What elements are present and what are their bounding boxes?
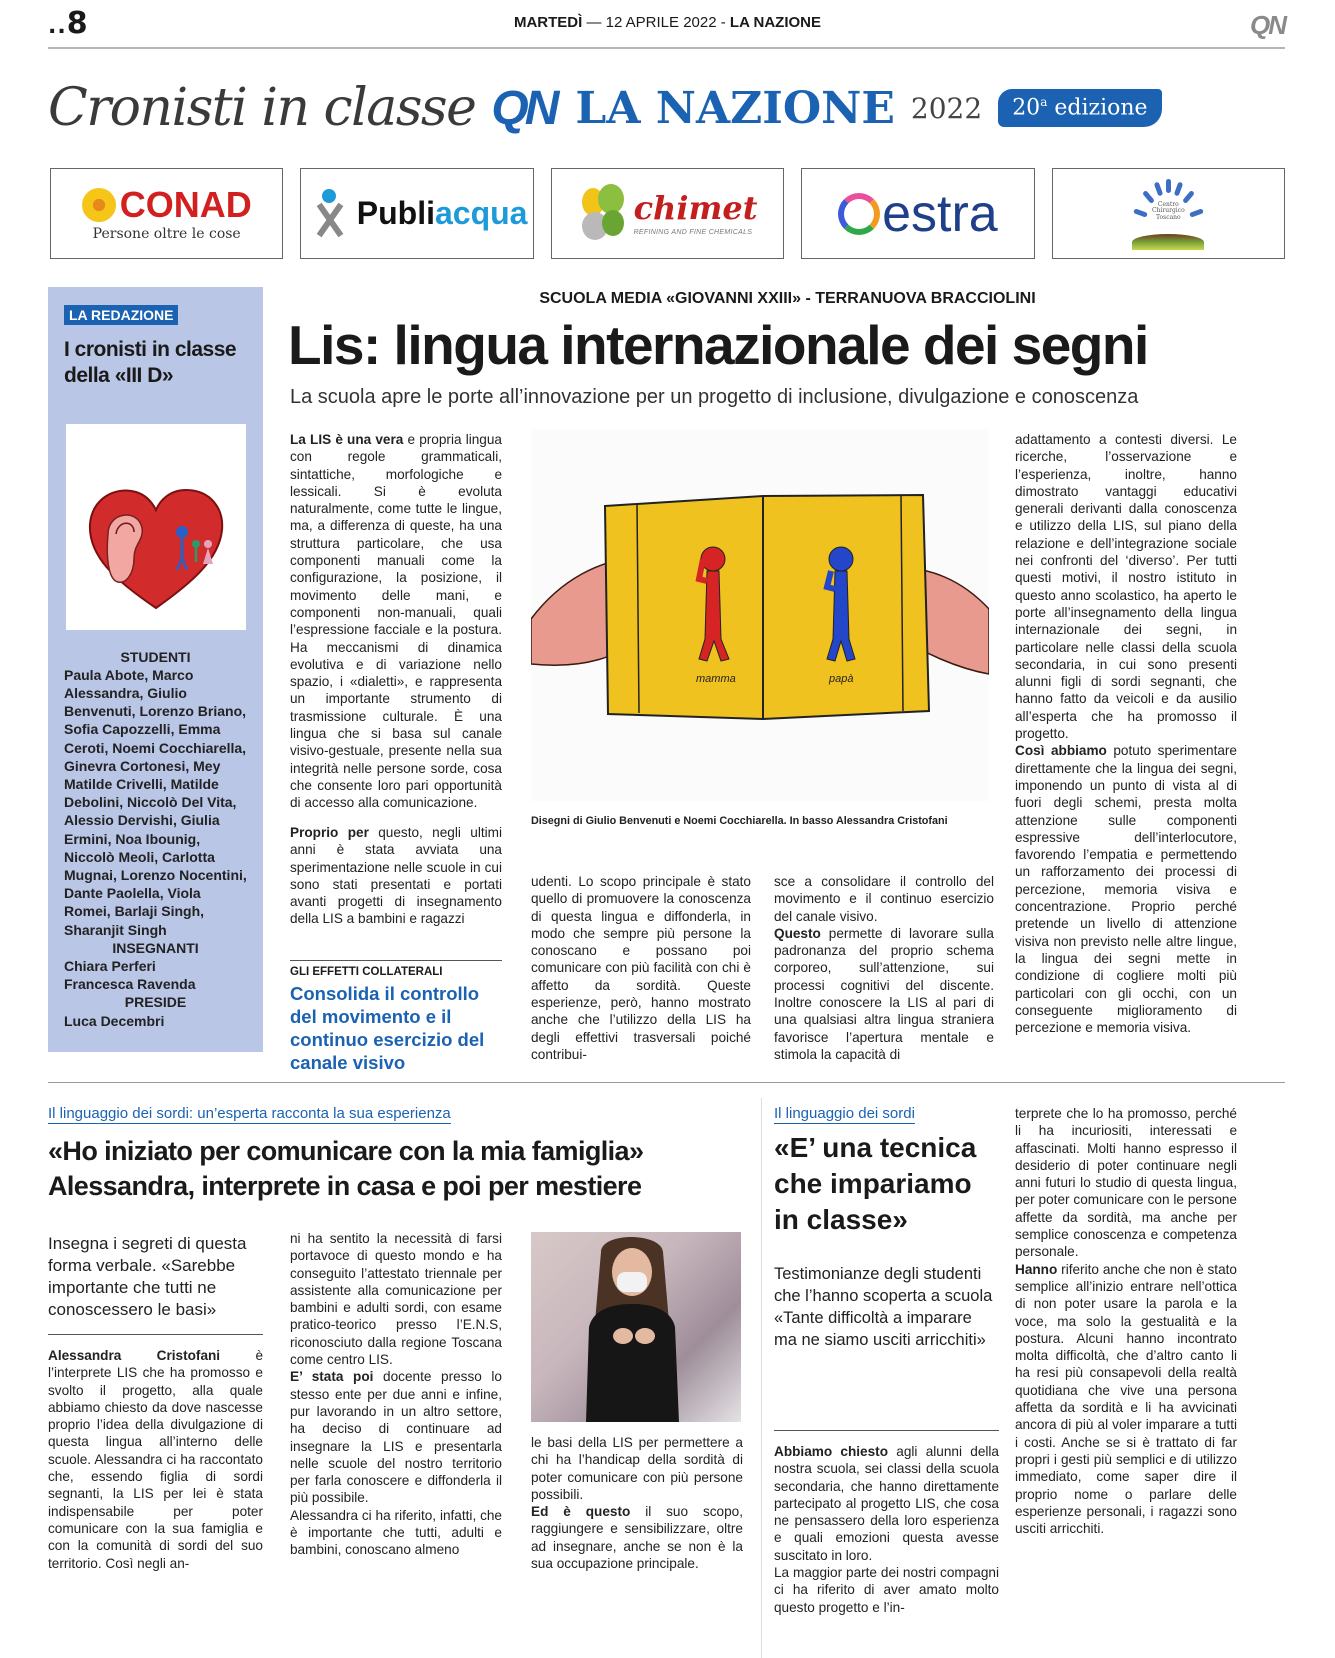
students-heading: STUDENTI bbox=[120, 648, 191, 665]
body-text: permette di lavorare sulla padronanza del proprio schema corporeo, sull’attenzione, sui processi cognitivi del discente. Inoltre conoscere la LIS al pari di una qualsiasi altra lingua straniera favorisce l’apertura mentale e stimola la capacità di bbox=[774, 925, 994, 1062]
qn-brand-logo: QN bbox=[491, 81, 556, 135]
article-two-headline bbox=[48, 1134, 748, 1204]
staff-credits bbox=[64, 648, 247, 1030]
teacher-name: Francesca Ravenda bbox=[64, 976, 196, 993]
lead-in: E’ stata poi bbox=[290, 1369, 374, 1385]
article-two-summary: Insegna i segreti di questa forma verbale. «Sarebbe importante che tutti ne conoscessero le basi» bbox=[48, 1234, 247, 1319]
interpreter-photo bbox=[531, 1232, 741, 1422]
lead-in: Abbiamo chiesto bbox=[774, 1444, 889, 1459]
body-text: docente presso lo stesso ente per due anni e infine, pur lavorando in un altro settore, ha deciso di continuare ad insegnare la LIS e presentarla nelle scuole del nostro territorio per farla conoscere e diffonderla il più possibile. bbox=[290, 1369, 502, 1506]
sponsor-chimet[interactable] bbox=[551, 168, 784, 259]
lead-in: La LIS è una vera bbox=[290, 432, 404, 447]
dateline: MARTEDÌ — 12 APRILE 2022 - LA NAZIONE bbox=[513, 14, 822, 31]
pullquote-divider bbox=[290, 960, 502, 961]
section-divider bbox=[48, 1082, 1285, 1083]
summary-divider bbox=[48, 1334, 263, 1335]
sponsor-strip bbox=[50, 168, 1285, 259]
ccm-text: Centro Chirurgico Toscano bbox=[1151, 200, 1185, 221]
tag-link[interactable]: Il linguaggio dei sordi bbox=[774, 1105, 915, 1122]
person-signing-icon bbox=[531, 1232, 741, 1422]
staff-title: I cronisti in classe della «III D» bbox=[64, 338, 237, 388]
article-two-column-3 bbox=[531, 1434, 743, 1572]
sponsor-conad[interactable] bbox=[50, 168, 283, 259]
body-text: le basi della LIS per permettere a chi ha l’handicap della sordità di poter comunicare con più persone possibili. bbox=[531, 1435, 743, 1502]
article-column-3 bbox=[774, 873, 994, 1063]
drawing-label-mamma: mamma bbox=[696, 673, 736, 685]
article-subheadline: La scuola apre le porte all’innovazione per un progetto di inclusione, divulgazione e conoscenza bbox=[290, 386, 1139, 408]
principal-heading: PRESIDE bbox=[124, 994, 187, 1011]
body-text: La maggior parte dei nostri compagni ci ha riferito di aver amato molto questo progetto e l’in- bbox=[774, 1565, 999, 1615]
article-three-column-2 bbox=[1015, 1105, 1237, 1537]
teachers-heading: INSEGNANTI bbox=[112, 939, 199, 956]
article-column-1 bbox=[290, 431, 502, 812]
page-number-value: 8 bbox=[66, 6, 88, 41]
ring-icon bbox=[838, 193, 880, 235]
column-divider bbox=[761, 1098, 762, 1658]
teacher-name: Chiara Perferi bbox=[64, 957, 156, 974]
body-text: agli alunni della nostra scuola, sei classi della scuola secondaria, che hanno direttamente partecipato al progetto LIS, che cosa ne pensassero della loro esperienza e quali emozioni questa avesse suscitato in loro. bbox=[774, 1444, 999, 1563]
headline-line: Alessandra, interprete in casa e poi per mestiere bbox=[48, 1171, 642, 1201]
body-text: e propria lingua con regole grammaticali, sintattiche, morfologiche e lessicali. Si è evoluta naturalmente, come tutte le lingue, ma, a differenza di queste, ha una struttura particolare, che usa componenti manuali come la configurazione, la posizione, il movimento delle mani, e componenti non-manuali, quali l’espressione facciale e la postura. Ha meccanismi di dinamica evolutiva e di variazione nello spazio, i «dialetti», e rappresenta un importante strumento di trasmissione culturale. È una lingua che si basa sul canale visivo-gestuale, presente nella sua integrità nelle persone sorde, cosa che consente loro pari opportunità di accesso alla comunicazione. bbox=[290, 432, 502, 811]
newspaper-logo: LA NAZIONE bbox=[575, 82, 895, 134]
summary-divider bbox=[774, 1430, 999, 1431]
qn-logo-icon: QN bbox=[1250, 10, 1285, 40]
estra-name: estra bbox=[882, 184, 998, 243]
dateline-date: 12 APRILE 2022 bbox=[605, 14, 717, 31]
pullquote-kicker: GLI EFFETTI COLLATERALI bbox=[290, 966, 443, 978]
page-dots: .. bbox=[48, 14, 67, 39]
edition-badge bbox=[998, 89, 1161, 126]
publiacqua-name-b: acqua bbox=[434, 195, 528, 231]
conad-tagline: Persone oltre le cose bbox=[92, 226, 241, 243]
headline-line: «Ho iniziato per comunicare con la mia famiglia» bbox=[48, 1136, 644, 1166]
article-two-tag[interactable] bbox=[48, 1105, 451, 1123]
article-kicker: SCUOLA MEDIA «GIOVANNI XXIII» - TERRANUOVA BRACCIOLINI bbox=[539, 290, 1036, 307]
lead-in: Questo bbox=[774, 925, 821, 941]
article-column-4 bbox=[1015, 431, 1237, 1036]
body-text: Alessandra ci ha riferito, infatti, che è importante che tutti, adulti e bambini, conoscano almeno bbox=[290, 1507, 502, 1558]
article-two-column-2 bbox=[290, 1230, 502, 1559]
body-text: terprete che lo ha promosso, perché li ha incuriositi, interessati e affascinati. Molti hanno espresso il desiderio di poter continuare negli anni futuri lo studio di questa lingua, per poter comunicare con le persone affette da sordità, ma anche per semplice conoscenza e competenza personale. bbox=[1015, 1106, 1237, 1260]
dateline-day: MARTEDÌ bbox=[513, 14, 583, 31]
body-text: questo, negli ultimi anni è stata avviata una sperimentazione nelle scuole in cui sono stati presentati e portati avanti progetti di insegnamento della LIS a bambini e ragazzi bbox=[290, 825, 502, 927]
book-hands-icon bbox=[531, 429, 989, 801]
students-list: Paula Abote, Marco Alessandra, Giulio Benvenuti, Lorenzo Briano, Sofia Capozzelli, Emma Ceroti, Noemi Cocchiarella, Ginevra Cortonesi, Mey Matilde Crivelli, Matilde Debolini, Niccolò Del Vita, Alessio Dervishi, Giulia Ermini, Noa Ibounig, Niccolò Meoli, Carlotta Mugnai, Lorenzo Nocentini, Dante Paolella, Viola Romei, Barlaji Singh, Sharanjit Singh bbox=[64, 666, 247, 938]
heart-drawing bbox=[66, 424, 246, 630]
body-text: sce a consolidare il controllo del movimento e il continuo esercizio del canale visivo. bbox=[774, 874, 994, 924]
sunrise-hill-icon bbox=[1128, 176, 1208, 252]
article-column-2: udenti. Lo scopo principale è stato quello di promuovere la conoscenza di questa lingua e diffonderla, in modo che sempre più persone la conoscano e possano poi comunicare con più facilità con chi è affetto da sordità. Queste esperienze, però, hanno mostrato anche che l’utilizzo della LIS ha degli effettivi trasversali poiché contribui- bbox=[531, 874, 751, 1062]
sponsor-ccm[interactable] bbox=[1052, 168, 1285, 259]
article-two-column-1 bbox=[48, 1347, 263, 1572]
body-text: il suo scopo, raggiungere e sensibilizzare, oltre ad insegnare, anche se non è la sua occupazione principale. bbox=[531, 1504, 744, 1572]
lead-in: Ed è questo bbox=[531, 1504, 631, 1520]
body-text: è l’interprete LIS che ha promosso e svolto il progetto, alla quale abbiamo chiesto da dove nascesse proprio l’idea della divulgazione di questa lingua all’interno delle scuole. Alessandra ci ha raccontato che, essendo figlia di sordi segnanti, la LIS per lei è stata indispensabile per poter comunicare con la sua famiglia e con la comunità di sordi del suo territorio. Così negli an- bbox=[48, 1348, 264, 1571]
chimet-tagline: REFINING AND FINE CHEMICALS bbox=[633, 228, 753, 236]
edition-year: 2022 bbox=[910, 91, 983, 125]
article-three-summary: Testimonianze degli studenti che l’hanno scoperta a scuola «Tante difficoltà a imparare ma ne siamo usciti arricchiti» bbox=[774, 1265, 993, 1349]
drawing-label-papa: papà bbox=[829, 673, 854, 685]
editorial-staff-box bbox=[48, 287, 263, 1052]
chimet-name: chimet bbox=[633, 189, 758, 228]
conad-name: CONAD bbox=[119, 183, 252, 225]
article-three-headline: «E’ una tecnica che impariamo in classe» bbox=[774, 1132, 977, 1235]
lead-in: Così abbiamo bbox=[1015, 743, 1107, 759]
body-text: adattamento a contesti diversi. Le ricerche, l’osservazione e l’esperienza, inoltre, hanno dimostrato vantaggi educativi generali derivanti dalla conoscenza e utilizzo della LIS, sul piano della relazione e dell’integrazione sociale nei confronti del ‘diverso’. Per tutti questi motivi, il nostro istituto in questo anno scolastico, ha aperto le porte all’insegnamento della lingua internazionale dei segni, in particolare nelle classi della scuola secondaria, in cui sono presenti alunni figli di sordi segnanti, che hanno fatto da veicoli e da ausilio all’esperta che ha promosso il progetto. bbox=[1015, 432, 1237, 742]
body-text: potuto sperimentare direttamente che la lingua dei segni, imponendo un punto di vista al di fuori degli schemi, presta molta attenzione sulle componenti espressive dell’interlocutore, favorendo l’empatia e permettendo un rafforzamento dei processi di percezione, memoria visiva e concentrazione. Proprio perché pretende un livello di attenzione visiva non previsto nelle altre lingue, la lingua dei segni mette in condizione di cogliere molti più particolari con gli occhi, con un conseguente miglioramento di percezione e memoria visiva. bbox=[1015, 743, 1237, 1036]
edition-label: edizione bbox=[1054, 95, 1148, 121]
masthead bbox=[48, 66, 1288, 150]
image-caption: Disegni di Giulio Benvenuti e Noemi Cocchiarella. In basso Alessandra Cristofani bbox=[531, 815, 948, 827]
body-text: riferito anche che non è stato semplice all’inizio entrare nell’ottica di non poter usare la parola e la voce, ma solo la gestualità e la postura. Alcuni hanno incontrato molta difficoltà, che d’altro canto li ha resi più consapevoli della realtà quotidiana che vive una persona affetta da sordità e li ha avvicinati ancora di più al voler imparare a tutti i costi. Anche se si è trattato di far propri i gesti più semplici e di utilizzo immediato, come saper dire il proprio nome o parlare delle esperienze personali, i ragazzi sono usciti arricchiti. bbox=[1015, 1261, 1237, 1537]
article-three-column-1 bbox=[774, 1443, 999, 1616]
page-number bbox=[48, 6, 88, 41]
lead-in: Hanno bbox=[1015, 1261, 1058, 1277]
edition-number: 20 bbox=[1012, 95, 1041, 121]
heart-ear-family-icon bbox=[86, 486, 226, 610]
principal-name: Luca Decembri bbox=[64, 1012, 165, 1029]
sponsor-estra[interactable] bbox=[801, 168, 1034, 259]
header-divider bbox=[48, 47, 1285, 49]
publiacqua-name-a: Publi bbox=[356, 195, 435, 231]
article-three-tag[interactable] bbox=[774, 1105, 915, 1123]
lead-in: Proprio per bbox=[290, 825, 369, 840]
flower-icon bbox=[82, 188, 116, 222]
body-text: ni ha sentito la necessità di farsi portavoce di questo mondo e ha conseguito l’attestato triennale per assistente alla comunicazione per bambini e adulti sordi, con esame pratico-teorico presso l’E.N.S, riconosciuto dalla regione Toscana come centro LIS. bbox=[290, 1231, 502, 1368]
dateline-paper: LA NAZIONE bbox=[729, 14, 822, 31]
sponsor-publiacqua[interactable] bbox=[300, 168, 533, 259]
article-column-1b bbox=[290, 824, 502, 928]
person-x-icon bbox=[307, 189, 351, 239]
lead-in: Alessandra Cristofani bbox=[48, 1348, 221, 1363]
section-badge: LA REDAZIONE bbox=[64, 305, 178, 325]
petals-icon bbox=[578, 184, 628, 244]
pullquote: Consolida il controllo del movimento e il continuo esercizio del canale visivo bbox=[290, 983, 485, 1073]
edition-sup: a bbox=[1040, 95, 1048, 110]
sign-language-book-drawing bbox=[531, 429, 989, 801]
article-headline: Lis: lingua internazionale dei segni bbox=[288, 314, 1148, 376]
section-title: Cronisti in classe bbox=[48, 78, 476, 138]
tag-link[interactable]: Il linguaggio dei sordi: un’esperta racconta la sua esperienza bbox=[48, 1105, 451, 1122]
